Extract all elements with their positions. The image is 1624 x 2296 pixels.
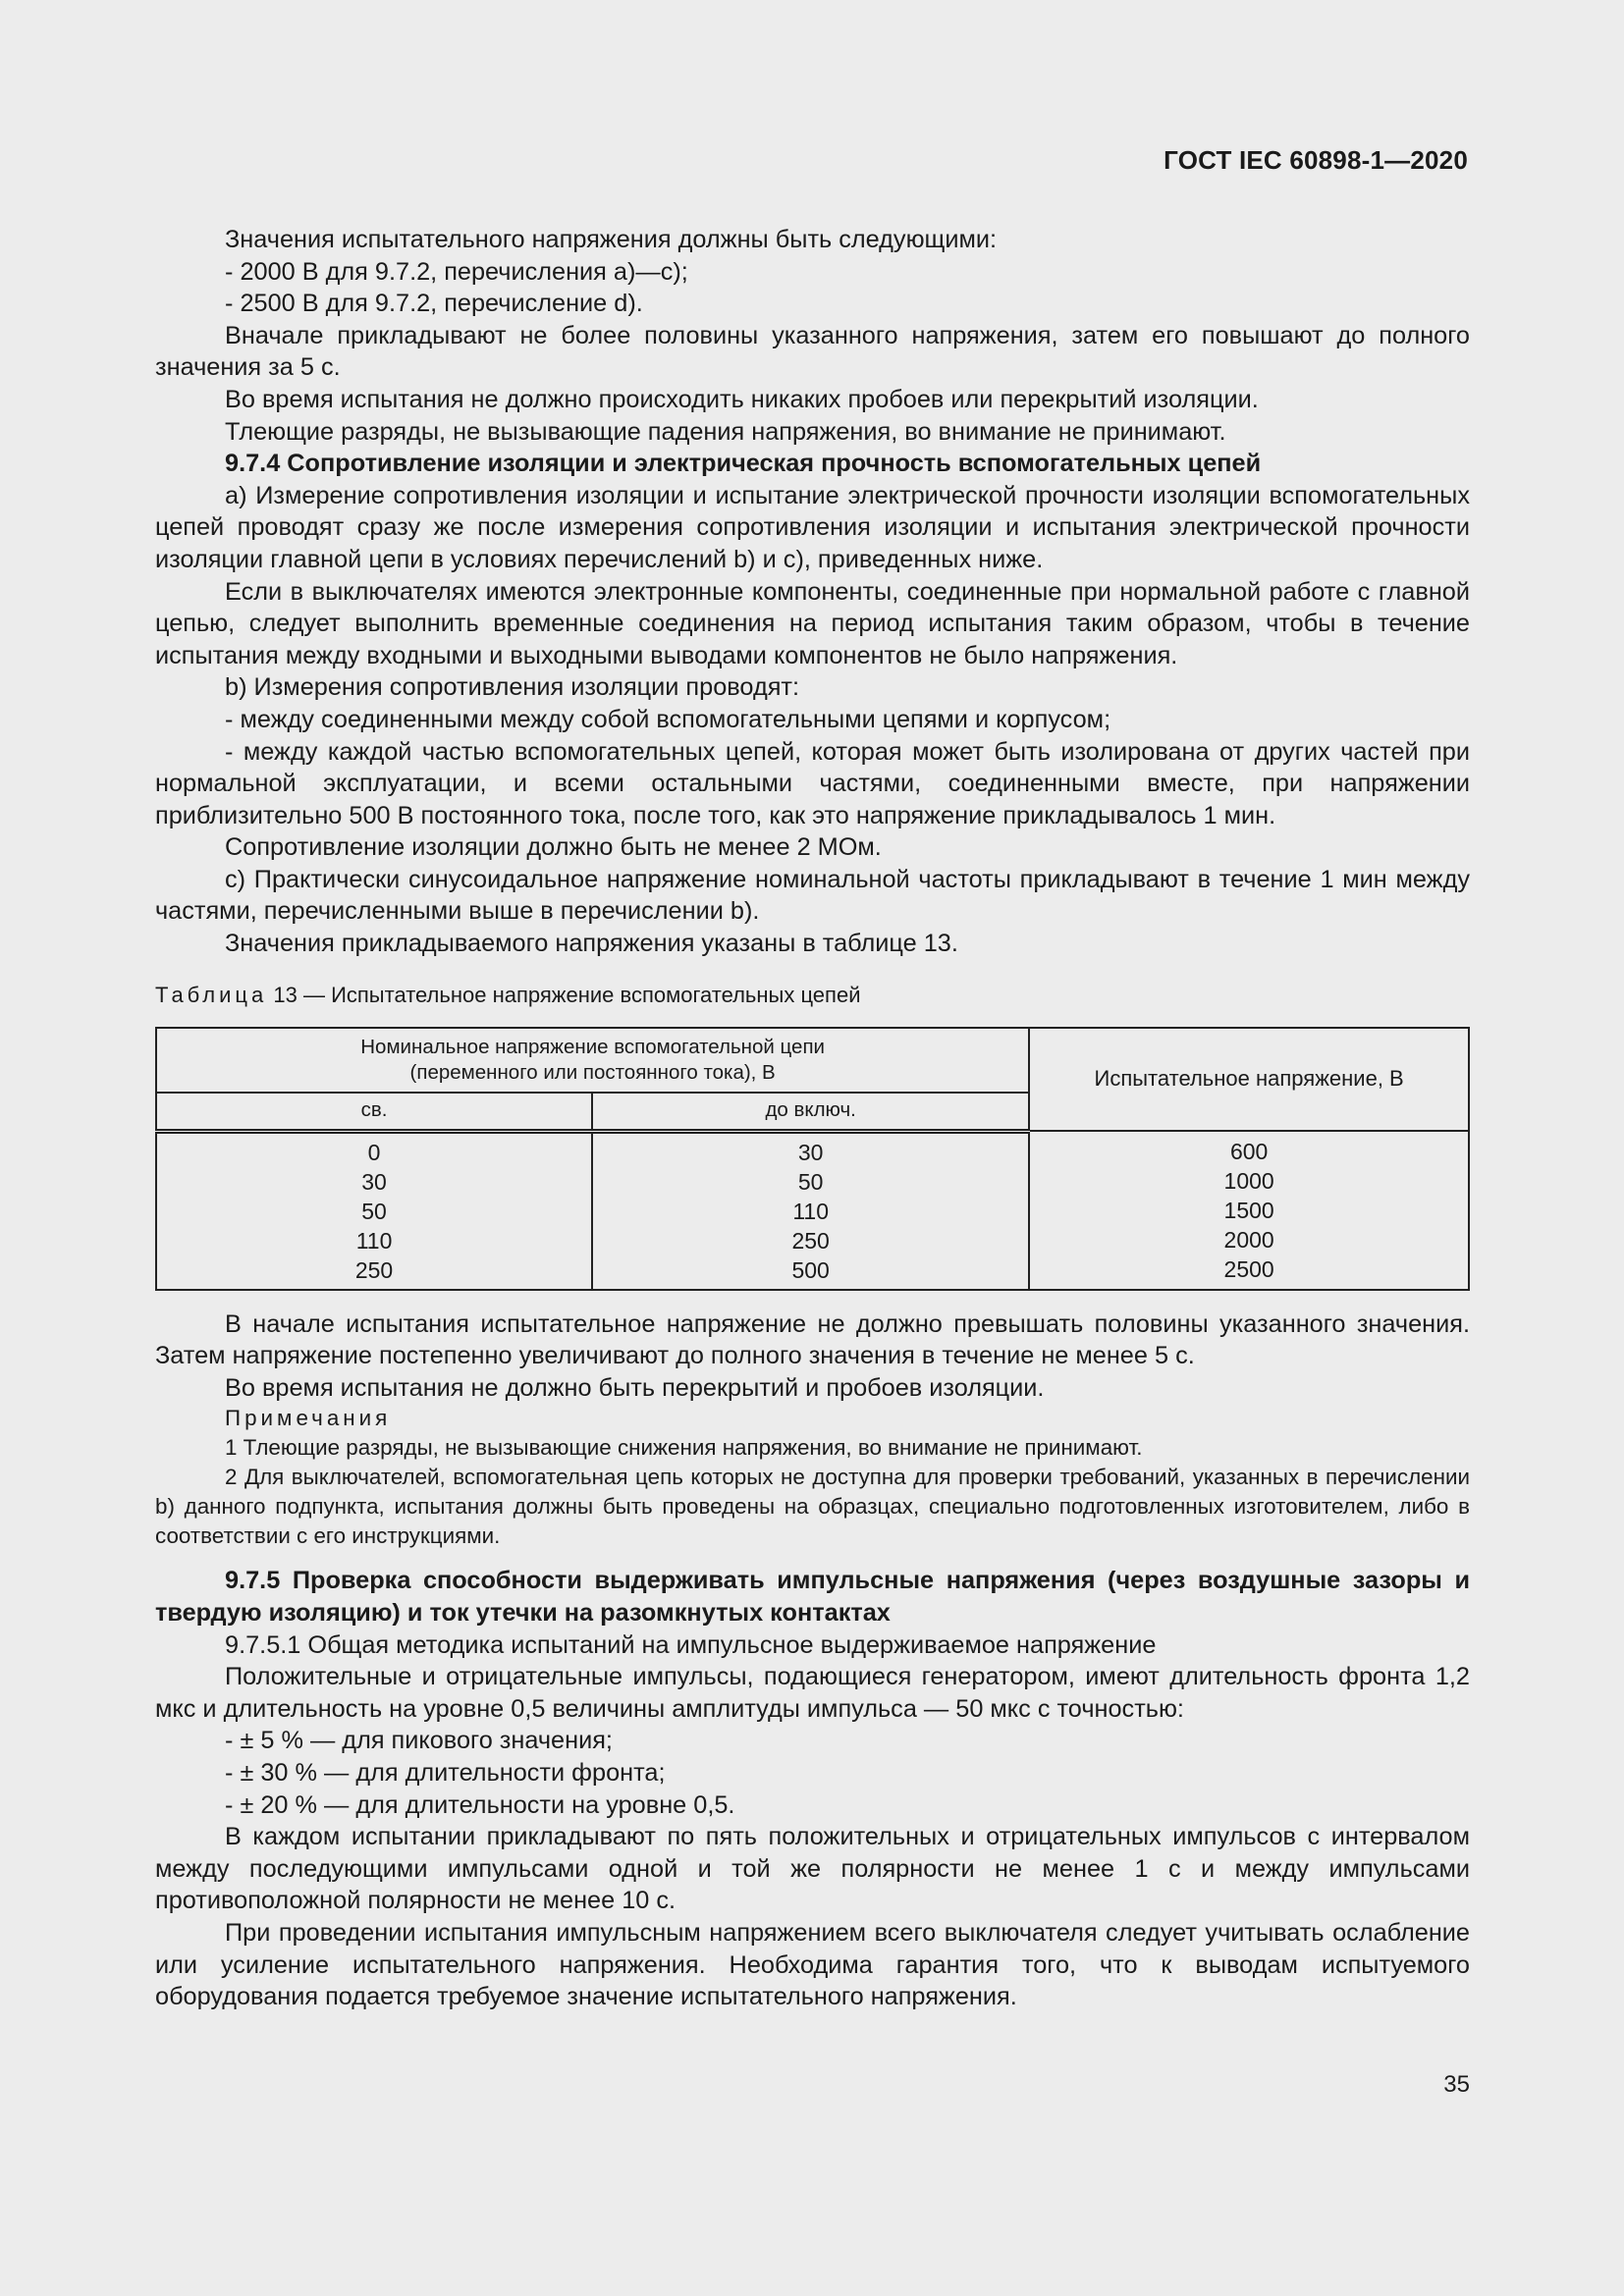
table-header-from: св. xyxy=(156,1093,592,1132)
list-item: - между каждой частью вспомогательных цепей, которая может быть изолирована от других частей при нормальной эксплуатации, и всеми остальными частями, соединенными вместе, при напряжении приблизительно 500 В постоянного тока, после того, как это напряжение прикладывалось 1 мин. xyxy=(155,737,1470,829)
test-voltage-table xyxy=(155,1027,1470,1291)
paragraph: с) Практически синусоидальное напряжение номинальной частоты прикладывают в течение 1 мин между частями, перечисленными выше в перечислении b). xyxy=(155,865,1470,926)
paragraph: Значения прикладываемого напряжения указаны в таблице 13. xyxy=(225,930,958,958)
page-content xyxy=(155,224,1470,2013)
list-item: - ± 5 % — для пикового значения; xyxy=(225,1727,613,1755)
table-caption-word: Таблица xyxy=(155,982,268,1007)
table-cell-test: 600 1000 1500 2000 2500 xyxy=(1029,1131,1469,1290)
list-item: - ± 20 % — для длительности на уровне 0,5. xyxy=(225,1790,735,1819)
paragraph: Если в выключателях имеются электронные компоненты, соединенные при нормальной работе с главной цепью, следует выполнить временные соединения на период испытания таким образом, чтобы в течение испытания между входными и выходными выводами компонентов не было напряжения. xyxy=(155,577,1470,669)
standard-code-header: ГОСТ IEC 60898-1—2020 xyxy=(1164,145,1468,175)
paragraph: В начале испытания испытательное напряжение не должно превышать половины указанного значения. Затем напряжение постепенно увеличивают до полного значения в течение не менее 5 с. xyxy=(155,1309,1470,1370)
notes-title: Примечания xyxy=(225,1406,392,1431)
table-caption xyxy=(155,982,1470,1009)
subsection-heading: 9.7.5.1 Общая методика испытаний на импульсное выдерживаемое напряжение xyxy=(225,1630,1157,1659)
table-cell-from: 0 30 50 110 250 xyxy=(156,1131,592,1290)
table-header-to: до включ. xyxy=(592,1093,1029,1132)
list-item: - ± 30 % — для длительности фронта; xyxy=(225,1759,666,1787)
notes-block xyxy=(155,1404,1470,1551)
paragraph: b) Измерения сопротивления изоляции проводят: xyxy=(225,673,800,702)
paragraph: Положительные и отрицательные импульсы, подающиеся генератором, имеют длительность фронта 1,2 мкс и длительность на уровне 0,5 величины амплитуды импульса — 50 мкс с точностью: xyxy=(155,1663,1470,1723)
note-item: 1 Тлеющие разряды, не вызывающие снижения напряжения, во внимание не принимают. xyxy=(225,1435,1143,1461)
paragraph: Во время испытания не должно быть перекрытий и пробоев изоляции. xyxy=(225,1373,1045,1402)
paragraph: В каждом испытании прикладывают по пять положительных и отрицательных импульсов с интервалом между последующими импульсами одной и той же полярности не менее 1 с и между импульсами противоположной полярности не менее 10 с. xyxy=(155,1823,1470,1915)
paragraph: а) Измерение сопротивления изоляции и испытание электрической прочности изоляции вспомогательных цепей проводят сразу же после измерения сопротивления изоляции и испытания электрической прочности изоляции главной цепи в условиях перечислений b) и с), приведенных ниже. xyxy=(155,481,1470,573)
table-cell-to: 30 50 110 250 500 xyxy=(592,1131,1029,1290)
note-item: 2 Для выключателей, вспомогательная цепь которых не доступна для проверки требований, указанных в перечислении b) данного подпункта, испытания должны быть проведены на образцах, специально подготовленных изготовителем, либо в соответствии с его инструкциями. xyxy=(155,1465,1470,1549)
paragraph: Сопротивление изоляции должно быть не менее 2 МОм. xyxy=(225,833,882,862)
list-item: - 2500 В для 9.7.2, перечисление d). xyxy=(225,290,643,318)
paragraph: Вначале прикладывают не более половины указанного напряжения, затем его повышают до полного значения за 5 с. xyxy=(155,321,1470,382)
paragraph: Значения испытательного напряжения должны быть следующими: xyxy=(225,226,998,253)
table-header-nominal-line2: (переменного или постоянного тока), В xyxy=(409,1060,776,1084)
table-header-nominal xyxy=(156,1028,1029,1093)
table-header-test-voltage: Испытательное напряжение, В xyxy=(1029,1028,1469,1132)
list-item: - 2000 В для 9.7.2, перечисления а)—с); xyxy=(225,257,688,286)
table-caption-text: 13 — Испытательное напряжение вспомогательных цепей xyxy=(273,982,861,1007)
paragraph: При проведении испытания импульсным напряжением всего выключателя следует учитывать ослабление или усиление испытательного напряжения. Необходима гарантия того, что к выводам испытуемого оборудования подается требуемое значение испытательного напряжения. xyxy=(155,1918,1470,2011)
section-heading-9-7-4: 9.7.4 Сопротивление изоляции и электрическая прочность вспомогательных цепей xyxy=(225,450,1262,478)
paragraph: Во время испытания не должно происходить никаких пробоев или перекрытий изоляции. xyxy=(225,385,1259,413)
page-number: 35 xyxy=(1443,2071,1470,2098)
list-item: - между соединенными между собой вспомогательными цепями и корпусом; xyxy=(225,705,1111,733)
paragraph: Тлеющие разряды, не вызывающие падения напряжения, во внимание не принимают. xyxy=(225,417,1226,446)
table-header-nominal-line1: Номинальное напряжение вспомогательной цепи xyxy=(360,1035,826,1058)
section-heading-9-7-5: 9.7.5 Проверка способности выдерживать импульсные напряжения (через воздушные зазоры и твердую изоляцию) и ток утечки на разомкнутых контактах xyxy=(155,1567,1470,1628)
